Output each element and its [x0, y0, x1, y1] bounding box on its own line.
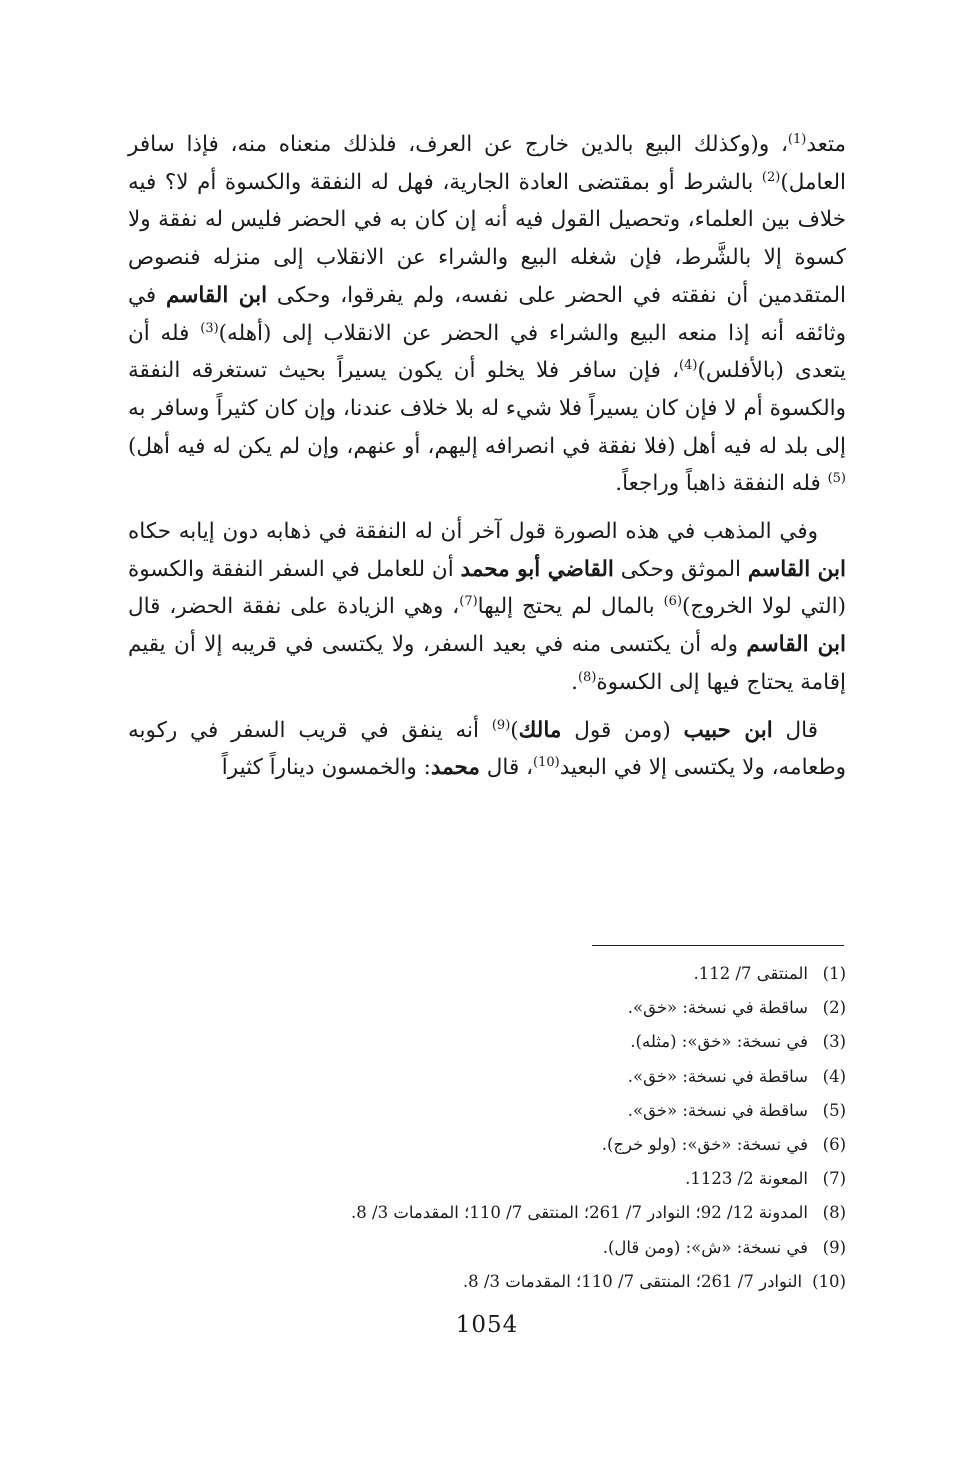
footnote-separator — [592, 945, 844, 946]
footnote-text: ساقطة في نسخة: «خق». — [627, 1100, 808, 1120]
text-run: : والخمسون ديناراً كثيراً — [221, 755, 431, 781]
footnote-marker: (6) — [663, 594, 683, 610]
cited-name: ابن القاسم — [747, 556, 846, 582]
text-run: ، و(وكذلك البيع بالدين خارج عن العرف، فلذلك منعناه منه، فإذا سافر العامل) — [128, 132, 846, 195]
footnote-marker: (2) — [761, 169, 781, 185]
footnote — [128, 1128, 846, 1162]
footnote-text: المدونة 12/ 92؛ النوادر 7/ 261؛ المنتقى 7/ 110؛ المقدمات 3/ 8. — [351, 1203, 808, 1223]
footnote-text: ساقطة في نسخة: «خق». — [627, 998, 808, 1018]
text-run: بالمال لم يحتج إليها — [477, 594, 664, 620]
footnote-text: النوادر 7/ 261؛ المنتقى 7/ 110؛ المقدمات 3/ 8. — [462, 1271, 803, 1291]
footnote-text: ساقطة في نسخة: «خق». — [627, 1066, 808, 1086]
footnote-number: (6) — [822, 1135, 846, 1155]
text-run: الموثق وحكى — [613, 556, 748, 582]
footnote-marker: (3) — [200, 320, 219, 336]
text-run: فله النفقة ذاهباً وراجعاً. — [615, 471, 828, 497]
footnote-text: المعونة 2/ 1123. — [685, 1169, 808, 1189]
text-run: متعد — [806, 132, 846, 157]
footnote-number: (10) — [812, 1271, 846, 1291]
text-run: ، وهي الزيادة على نفقة الحضر، قال — [128, 594, 460, 620]
footnote-number: (1) — [822, 964, 846, 983]
text-run: في وثائقه أنه إذا منعه البيع والشراء في الحضر عن الانقلاب إلى (أهله) — [128, 282, 846, 346]
footnote — [128, 1025, 846, 1059]
footnote-marker: (9) — [491, 717, 511, 733]
footnote — [128, 1060, 846, 1094]
text-run: (ومن قول — [561, 717, 684, 743]
footnote-text: في نسخة: «ش»: (ومن قال). — [602, 1237, 808, 1257]
footnote — [128, 1231, 846, 1265]
paragraph — [128, 712, 846, 787]
text-run: وفي المذهب في هذه الصورة قول آخر أن له النفقة في ذهابه دون إيابه حكاه — [128, 519, 818, 545]
text-run: ) — [510, 717, 519, 743]
paragraph — [128, 513, 846, 702]
footnote — [128, 1196, 846, 1230]
footnote-marker: (5) — [827, 471, 846, 487]
footnote-number: (5) — [822, 1100, 846, 1120]
footnote-number: (2) — [822, 998, 846, 1018]
cited-name: ابن القاسم — [166, 282, 268, 308]
footnote — [128, 1094, 846, 1128]
footnote-marker: (4) — [679, 358, 698, 374]
footnote-number: (8) — [822, 1203, 846, 1223]
footnote-text: في نسخة: «خق»: (ولو خرج). — [601, 1135, 808, 1155]
footnote-number: (3) — [822, 1032, 846, 1052]
text-run: أن للعامل في السفر النفقة والكسوة (التي لولا الخروج) — [128, 556, 846, 620]
footnote-number: (9) — [822, 1237, 846, 1257]
text-run: ، فإن سافر فلا يخلو أن يكون يسيراً بحيث تستغرقه النفقة والكسوة أم لا فإن كان يسيراً فلا شيء له بلا خلاف عندنا، وإن كان كثيراً وسافر به إلى بلد له فيه أهل (فلا نفقة في انصرافه إليهم، أو عنهم، وإن لم يكن له فيه أهل) — [128, 358, 846, 459]
cited-name: محمد — [430, 755, 480, 781]
text-run: قال — [772, 717, 818, 743]
footnote-text: المنتقى 7/ 112. — [693, 964, 808, 983]
footnote-number: (7) — [822, 1169, 846, 1189]
cited-name: القاضي أبو محمد — [460, 556, 614, 582]
footnote — [128, 1162, 846, 1196]
text-run: أنه ينفق في قريب السفر في ركوبه وطعامه، ولا يكتسى إلا في البعيد — [128, 717, 846, 781]
main-text — [128, 126, 846, 787]
footnote-text: في نسخة: «خق»: (مثله). — [630, 1032, 808, 1052]
footnote-marker: (7) — [459, 594, 478, 610]
text-run: فله أن يتعدى (بالأفلس) — [128, 320, 846, 384]
paragraph — [128, 126, 846, 503]
footnote-marker: (1) — [787, 131, 807, 147]
text-run: وله أن يكتسى منه في بعيد السفر، ولا يكتسى في قريبه إلا أن يقيم إقامة يحتاج فيها إلى الكسوة — [128, 632, 846, 695]
cited-name: ابن القاسم — [746, 632, 846, 658]
footnote — [128, 957, 846, 991]
page-number: 1054 — [455, 1312, 519, 1338]
footnote — [128, 991, 846, 1025]
text-run: ، قال — [479, 755, 534, 781]
footnote — [128, 1265, 846, 1299]
footnote-number: (4) — [822, 1066, 846, 1086]
footnote-marker: (10) — [533, 755, 560, 771]
footnote-marker: (8) — [577, 669, 597, 685]
text-run: . — [571, 669, 578, 695]
text-run: بالشرط أو بمقتضى العادة الجارية، فهل له النفقة والكسوة أم لا؟ فيه خلاف بين العلماء، وتحصيل القول فيه أنه إن كان به في الحضر فليس له نفقة ولا كسوة إلا بالشَّرط، فإن شغله البيع والشراء عن الانقلاب إلى منزله فنصوص المتقدمين أن نفقته في الحضر على نفسه، ولم يفرقوا، وحكى — [128, 169, 846, 308]
footnotes — [128, 957, 846, 1299]
cited-name: مالك — [518, 717, 562, 743]
cited-name: ابن حبيب — [683, 717, 773, 743]
